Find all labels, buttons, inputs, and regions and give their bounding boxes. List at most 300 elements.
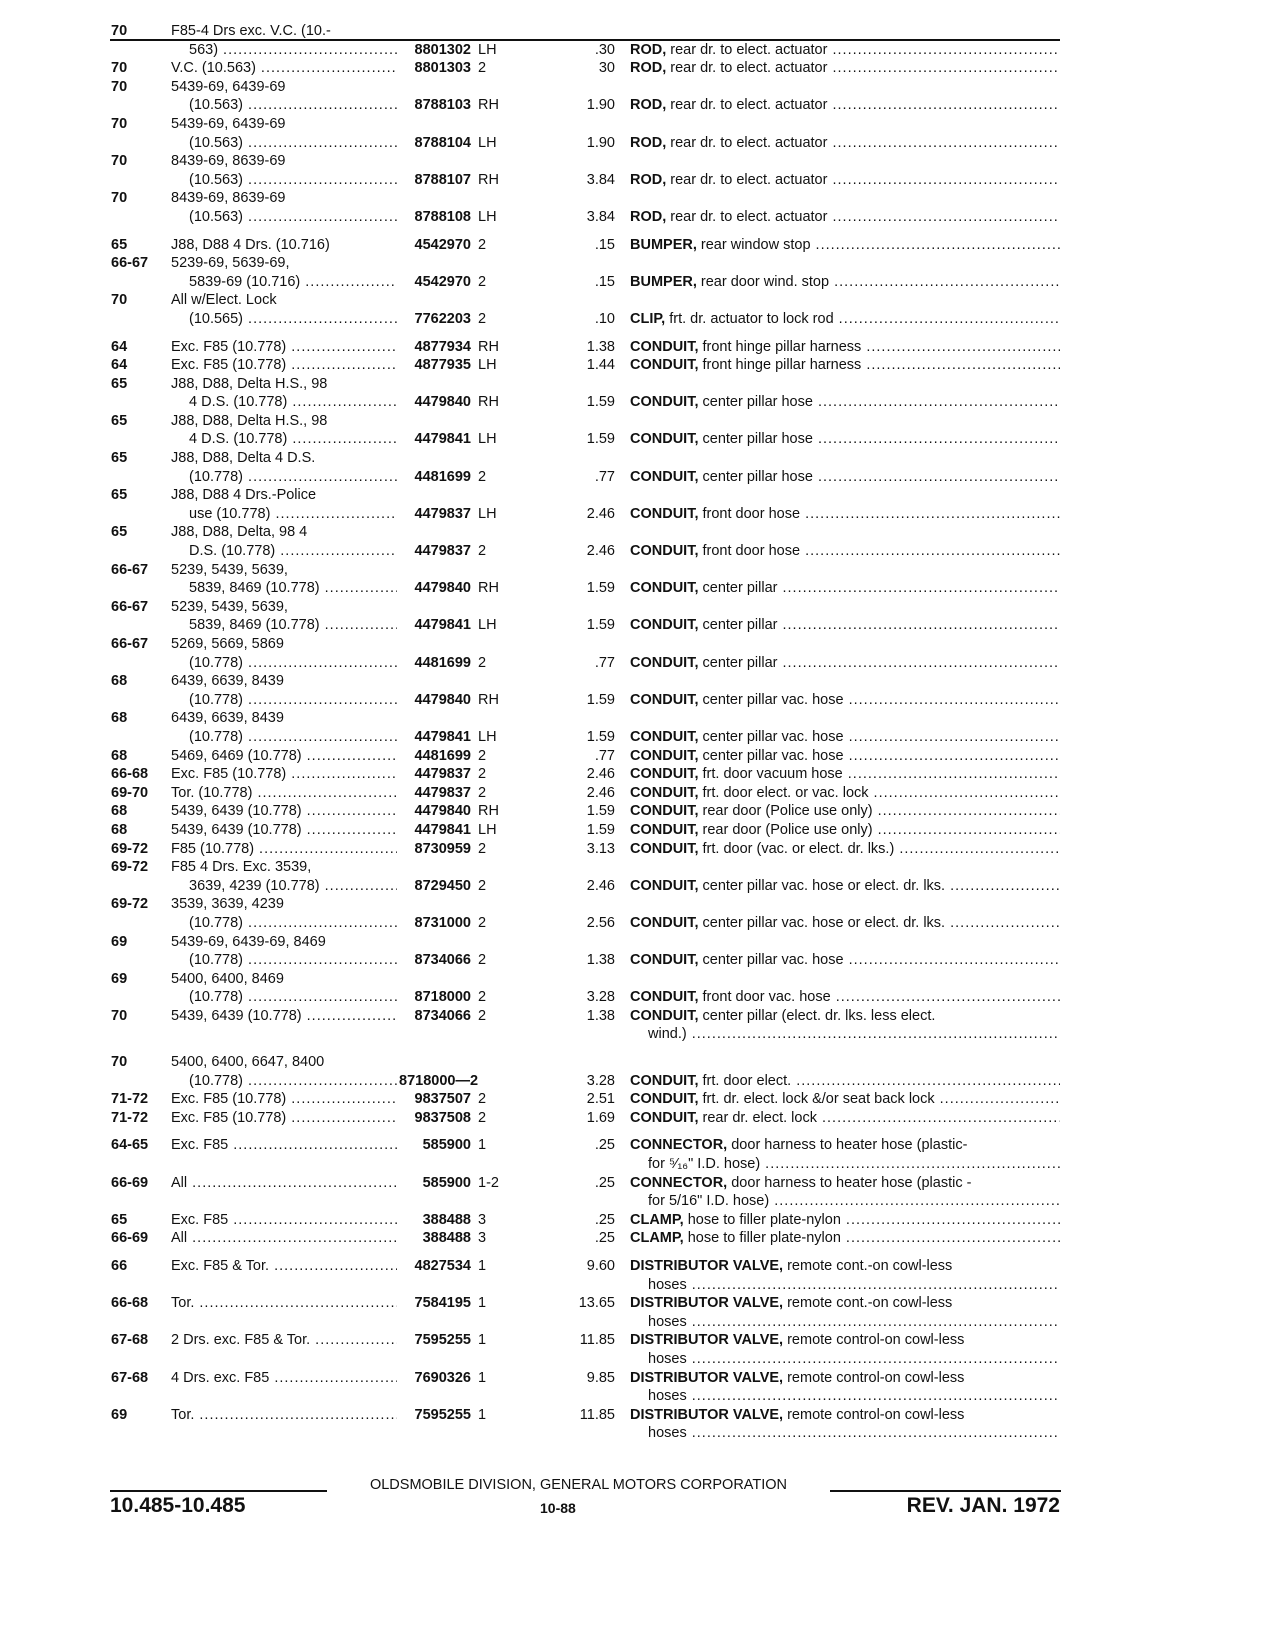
part-number: 9837508: [397, 1109, 471, 1128]
price: 9.60: [586, 1258, 615, 1274]
part-number: 8788103: [397, 96, 471, 115]
part-detail: front door hose: [698, 543, 801, 560]
part-description: [630, 1406, 1060, 1425]
price: .25: [594, 1137, 615, 1154]
part-description: [630, 1211, 1060, 1230]
part-detail: hoses: [648, 1425, 687, 1442]
part-number: 388488: [397, 1229, 471, 1248]
part-detail: center pillar hose: [698, 431, 813, 448]
parts-row: [111, 338, 1063, 357]
models-usage: 563) .....: [189, 41, 466, 60]
price: .15: [594, 236, 615, 253]
models-usage: 5839, 8469 (10.778) .....: [189, 579, 466, 598]
parts-row: [111, 523, 1063, 542]
part-name: ROD,: [630, 134, 667, 151]
models-usage: Exc. F85 .....: [171, 1211, 466, 1230]
quantity-side: 2: [478, 914, 487, 931]
parts-row: [111, 709, 1063, 728]
parts-row: [111, 22, 1063, 41]
quantity-side: 2: [478, 747, 487, 764]
model-year: 65: [111, 375, 128, 392]
model-year: 70: [111, 1007, 128, 1024]
price: .77: [594, 747, 615, 764]
footer-rule-left: [110, 1490, 327, 1492]
models-usage: 5239-69, 5639-69,: [171, 255, 290, 272]
quantity-side: LH: [478, 357, 497, 374]
part-detail: center pillar vac. hose: [698, 728, 844, 745]
part-name: CONDUIT,: [630, 338, 699, 355]
model-year: 65: [111, 524, 128, 541]
part-detail: rear dr. to elect. actuator: [666, 60, 828, 77]
parts-row: [111, 310, 1063, 329]
part-detail: rear door (Police use only): [698, 803, 873, 820]
parts-row: [111, 1276, 1063, 1295]
part-detail: rear door wind. stop: [696, 273, 830, 290]
part-name: CONNECTOR,: [630, 1137, 728, 1154]
price: 1.59: [586, 394, 615, 411]
quantity-side: RH: [478, 338, 499, 355]
model-year: 64: [111, 338, 128, 355]
model-year: 70: [111, 153, 128, 170]
model-year: 66-67: [111, 636, 149, 652]
part-name: CONDUIT,: [630, 543, 699, 560]
part-detail: frt. door vacuum hose: [698, 766, 843, 783]
part-description: [630, 877, 1060, 896]
model-year: 66-68: [111, 766, 149, 783]
parts-row: [111, 1053, 1063, 1072]
models-usage: 5469, 6469 (10.778) .....: [171, 747, 466, 766]
price: 30: [598, 60, 615, 77]
part-number: 4542970: [397, 273, 471, 292]
parts-row: [111, 1313, 1063, 1332]
price: 2.46: [586, 505, 615, 522]
part-detail: center pillar hose: [698, 468, 813, 485]
part-number: 4479840: [397, 579, 471, 598]
parts-row: [111, 1025, 1063, 1044]
models-usage: (10.778) .....: [189, 988, 466, 1007]
part-name: CONDUIT,: [630, 691, 699, 708]
quantity-side: 2: [478, 654, 487, 671]
parts-row: [111, 635, 1063, 654]
quantity-side: 1-2: [478, 1174, 499, 1191]
parts-row: [111, 672, 1063, 691]
parts-row: [111, 616, 1063, 635]
part-detail: frt. dr. actuator to lock rod: [665, 310, 834, 327]
models-usage: Exc. F85 & Tor. .....: [171, 1257, 466, 1276]
parts-row: [111, 1174, 1063, 1193]
model-year: 68: [111, 747, 128, 764]
model-year: 66-67: [111, 255, 149, 272]
part-description: [630, 96, 1060, 115]
parts-row: [111, 375, 1063, 394]
part-number: 4479840: [397, 691, 471, 710]
parts-row: [111, 1192, 1063, 1211]
revision-date: REV. JAN. 1972: [906, 1494, 1060, 1517]
models-usage: (10.563) .....: [189, 171, 466, 190]
part-detail: front door vac. hose: [698, 989, 831, 1006]
part-detail: center pillar vac. hose: [698, 952, 844, 969]
models-usage: (10.778) .....: [189, 914, 466, 933]
models-usage: (10.778) .....: [189, 654, 466, 673]
part-number: 8734066: [397, 951, 471, 970]
part-number: 585900: [397, 1174, 471, 1193]
parts-row: [111, 505, 1063, 524]
part-name: CONDUIT,: [630, 989, 699, 1006]
part-description: [630, 430, 1060, 449]
price: 1.59: [586, 691, 615, 708]
quantity-side: LH: [478, 505, 497, 522]
price: 1.90: [586, 134, 615, 151]
model-year: 65: [111, 450, 128, 467]
model-year: 70: [111, 190, 128, 207]
price: 3.84: [586, 171, 615, 188]
part-detail: frt. door elect.: [698, 1072, 792, 1089]
part-number: 4827534: [397, 1257, 471, 1276]
model-year: 66-69: [111, 1174, 149, 1191]
parts-row: [111, 1229, 1063, 1248]
models-usage: (10.563) .....: [189, 134, 466, 153]
model-year: 66: [111, 1258, 128, 1274]
price: 2.56: [586, 914, 615, 931]
part-detail: remote cont.-on cowl-less: [783, 1295, 953, 1312]
part-name: BUMPER,: [630, 273, 697, 290]
model-year: 66-67: [111, 598, 149, 615]
model-year: 65: [111, 487, 128, 504]
part-name: CONDUIT,: [630, 617, 699, 634]
parts-row: [111, 579, 1063, 598]
price: 1.59: [586, 728, 615, 745]
part-detail: rear dr. to elect. actuator: [666, 208, 828, 225]
part-detail: center pillar vac. hose: [698, 691, 844, 708]
parts-row: [111, 59, 1063, 78]
quantity-side: LH: [478, 617, 497, 634]
part-detail: for 5/16" I.D. hose): [648, 1193, 770, 1210]
models-usage: 8439-69, 8639-69: [171, 190, 286, 207]
models-usage: 5439-69, 6439-69: [171, 115, 286, 132]
models-usage: 5269, 5669, 5869: [171, 636, 284, 652]
model-year: 66-67: [111, 561, 149, 578]
price: 2.46: [586, 784, 615, 801]
part-detail: frt. door elect. or vac. lock: [698, 784, 869, 801]
part-name: CONDUIT,: [630, 1007, 699, 1024]
price: 1.59: [586, 803, 615, 820]
parts-row: [111, 1211, 1063, 1230]
part-name: CONDUIT,: [630, 840, 699, 857]
part-number: 8734066: [397, 1007, 471, 1026]
parts-row: [111, 356, 1063, 375]
models-usage: (10.778) .....: [189, 691, 466, 710]
price: 3.13: [586, 840, 615, 857]
part-name: CONDUIT,: [630, 654, 699, 671]
parts-row: [111, 1136, 1063, 1155]
models-usage: 3539, 3639, 4239: [171, 896, 284, 913]
models-usage: 5239, 5439, 5639,: [171, 561, 288, 578]
part-name: CONDUIT,: [630, 803, 699, 820]
parts-row: [111, 858, 1063, 877]
parts-row: [111, 821, 1063, 840]
part-description: [630, 616, 1060, 635]
quantity-side: 2: [478, 1007, 487, 1024]
parts-row: [111, 654, 1063, 673]
part-description: [630, 1294, 1060, 1313]
model-year: 71-72: [111, 1109, 149, 1126]
part-number: 7595255: [397, 1406, 471, 1425]
part-detail: center pillar vac. hose or elect. dr. lks.: [698, 914, 946, 931]
model-year: 67-68: [111, 1332, 149, 1349]
part-name: CONDUIT,: [630, 952, 699, 969]
price: 1.59: [586, 431, 615, 448]
models-usage: 6439, 6639, 8439: [171, 710, 284, 727]
models-usage: 5439, 6439 (10.778) .....: [171, 802, 466, 821]
models-usage: 5839, 8469 (10.778) .....: [189, 616, 466, 635]
quantity-side: 1: [478, 1369, 487, 1386]
part-description: [630, 1229, 1060, 1248]
models-usage: (10.565) .....: [189, 310, 466, 329]
models-usage: 8439-69, 8639-69: [171, 153, 286, 170]
footer-rule-right: [830, 1490, 1061, 1492]
price: 1.59: [586, 580, 615, 597]
quantity-side: 2: [478, 273, 487, 290]
part-name: ROD,: [630, 171, 667, 188]
parts-row: [111, 1155, 1063, 1174]
model-year: 70: [111, 78, 128, 95]
quantity-side: RH: [478, 691, 499, 708]
parts-row: [111, 1331, 1063, 1350]
part-description: [630, 765, 1060, 784]
price: 2.46: [586, 543, 615, 560]
price: .25: [594, 1174, 615, 1191]
part-name: ROD,: [630, 41, 667, 58]
group-number: 10.485-10.485: [110, 1494, 246, 1517]
price: 3.28: [586, 1072, 615, 1089]
models-usage: Exc. F85 (10.778) .....: [171, 1109, 466, 1128]
quantity-side: 2: [478, 989, 487, 1006]
part-detail: hose to filler plate-nylon: [683, 1230, 841, 1247]
parts-row: [111, 1294, 1063, 1313]
quantity-side: 2: [478, 877, 487, 894]
part-number: 8718000: [397, 988, 471, 1007]
parts-row: [111, 802, 1063, 821]
models-usage: 4 D.S. (10.778) .....: [189, 393, 466, 412]
models-usage: J88, D88, Delta H.S., 98: [171, 375, 328, 392]
model-year: 65: [111, 412, 128, 429]
part-number: 388488: [397, 1211, 471, 1230]
models-usage: 5400, 6400, 8469: [171, 970, 284, 987]
quantity-side: LH: [478, 134, 497, 151]
part-name: CLIP,: [630, 310, 666, 327]
quantity-side: 2: [478, 766, 487, 783]
part-detail: door harness to heater hose (plastic -: [727, 1174, 972, 1191]
models-usage: Tor. (10.778) .....: [171, 784, 466, 803]
part-description: [630, 356, 1060, 375]
models-usage: (10.778) .....: [189, 728, 466, 747]
part-number: 7584195: [397, 1294, 471, 1313]
part-description: [630, 1109, 1060, 1128]
part-detail: hoses: [648, 1313, 687, 1330]
part-description: [648, 1313, 1060, 1332]
model-year: 70: [111, 1054, 128, 1071]
quantity-side: 2: [478, 840, 487, 857]
part-number: 8729450: [397, 877, 471, 896]
parts-row: [111, 171, 1063, 190]
part-number: 8801303: [397, 59, 471, 78]
part-name: CONDUIT,: [630, 784, 699, 801]
part-description: [630, 654, 1060, 673]
quantity-side: LH: [478, 821, 497, 838]
part-name: CLAMP,: [630, 1211, 684, 1228]
part-number: 9837507: [397, 1090, 471, 1109]
parts-row: [111, 393, 1063, 412]
part-description: [630, 951, 1060, 970]
part-number: 4479841: [397, 821, 471, 840]
price: 1.90: [586, 97, 615, 114]
part-number: 7595255: [397, 1331, 471, 1350]
parts-row: [111, 152, 1063, 171]
quantity-side: 2: [478, 952, 487, 969]
model-year: 64-65: [111, 1137, 149, 1154]
models-usage: use (10.778) .....: [189, 505, 466, 524]
models-usage: Exc. F85 (10.778) .....: [171, 765, 466, 784]
part-detail: door harness to heater hose (plastic-: [727, 1137, 968, 1154]
part-detail: center pillar vac. hose or elect. dr. lks.: [698, 877, 946, 894]
models-usage: F85-4 Drs exc. V.C. (10.-: [171, 23, 331, 39]
part-detail: center pillar vac. hose: [698, 747, 844, 764]
part-number: 8788108: [397, 208, 471, 227]
models-usage: J88, D88, Delta H.S., 98: [171, 412, 328, 429]
quantity-side: 2: [478, 1091, 487, 1108]
models-usage: 5439, 6439 (10.778) .....: [171, 1007, 466, 1026]
model-year: 70: [111, 292, 128, 309]
parts-row: [111, 1369, 1063, 1388]
part-detail: rear dr. to elect. actuator: [666, 97, 828, 114]
quantity-side: RH: [478, 580, 499, 597]
models-usage: 2 Drs. exc. F85 & Tor. .....: [171, 1331, 466, 1350]
quantity-side: RH: [478, 394, 499, 411]
quantity-side: 2: [478, 468, 487, 485]
price: 11.85: [579, 1332, 615, 1349]
parts-row: [111, 747, 1063, 766]
models-usage: J88, D88 4 Drs. (10.716): [171, 236, 330, 253]
quantity-side: RH: [478, 171, 499, 188]
model-year: 65: [111, 1211, 128, 1228]
parts-row: [111, 970, 1063, 989]
models-usage: F85 4 Drs. Exc. 3539,: [171, 859, 312, 876]
part-description: [630, 468, 1060, 487]
part-description: [630, 747, 1060, 766]
part-description: [630, 691, 1060, 710]
parts-row: [111, 1072, 1063, 1091]
models-usage: 6439, 6639, 8439: [171, 673, 284, 690]
part-detail: wind.): [648, 1026, 687, 1043]
part-detail: center pillar hose: [698, 394, 813, 411]
part-description: [648, 1387, 1060, 1406]
quantity-side: RH: [478, 97, 499, 114]
part-number: 4481699: [397, 654, 471, 673]
quantity-side: 1: [478, 1258, 487, 1274]
parts-row: [111, 430, 1063, 449]
part-description: [648, 1025, 1060, 1044]
part-name: ROD,: [630, 97, 667, 114]
part-detail: front hinge pillar harness: [698, 338, 862, 355]
model-year: 69-72: [111, 896, 149, 913]
price: 9.85: [586, 1369, 615, 1386]
part-number: 4479837: [397, 784, 471, 803]
part-detail: center pillar: [698, 654, 778, 671]
price: .77: [594, 654, 615, 671]
part-description: [630, 41, 1060, 60]
part-description: [630, 505, 1060, 524]
part-detail: for ⁵⁄₁₆" I.D. hose): [648, 1156, 761, 1173]
models-usage: J88, D88, Delta, 98 4: [171, 524, 308, 541]
parts-row: [111, 115, 1063, 134]
quantity-side: LH: [478, 41, 497, 58]
parts-row: [111, 1007, 1063, 1026]
model-year: 69-72: [111, 859, 149, 876]
part-name: ROD,: [630, 60, 667, 77]
price: 1.38: [586, 338, 615, 355]
part-number: 8788104: [397, 134, 471, 153]
part-detail: rear door (Police use only): [698, 821, 873, 838]
parts-row: [111, 273, 1063, 292]
quantity-side: 2: [478, 60, 487, 77]
part-number: 585900: [397, 1136, 471, 1155]
part-detail: hoses: [648, 1276, 687, 1293]
price: 2.51: [586, 1091, 615, 1108]
part-number: 4479841: [397, 430, 471, 449]
quantity-side: 2: [478, 784, 487, 801]
model-year: 68: [111, 710, 128, 727]
parts-row: [111, 691, 1063, 710]
parts-row: [111, 1090, 1063, 1109]
model-year: 71-72: [111, 1091, 149, 1108]
quantity-side: 1: [478, 1406, 487, 1423]
part-description: [630, 802, 1060, 821]
page-number: 10-88: [540, 1500, 576, 1516]
part-description: [630, 236, 1060, 255]
part-description: [648, 1350, 1060, 1369]
price: 1.38: [586, 952, 615, 969]
models-usage: 5439, 6439 (10.778) .....: [171, 821, 466, 840]
footer-corporation: OLDSMOBILE DIVISION, GENERAL MOTORS CORPORATION: [369, 1477, 788, 1493]
quantity-side: LH: [478, 208, 497, 225]
model-year: 66-68: [111, 1295, 149, 1312]
part-description: [630, 393, 1060, 412]
part-name: CONDUIT,: [630, 747, 699, 764]
price: 3.84: [586, 208, 615, 225]
part-detail: hoses: [648, 1388, 687, 1405]
part-description: [648, 1192, 1060, 1211]
part-number: 4479840: [397, 802, 471, 821]
part-name: CONDUIT,: [630, 1072, 699, 1089]
quantity-side: 1: [478, 1295, 487, 1312]
parts-row: [111, 1350, 1063, 1369]
part-number: 4542970: [397, 236, 471, 255]
parts-row: [111, 78, 1063, 97]
part-name: ROD,: [630, 208, 667, 225]
part-number: 8801302: [397, 41, 471, 60]
part-name: DISTRIBUTOR VALVE,: [630, 1406, 784, 1423]
part-name: CONDUIT,: [630, 580, 699, 597]
part-description: [630, 1090, 1060, 1109]
price: 1.59: [586, 821, 615, 838]
quantity-side: 2: [478, 236, 487, 253]
price: 3.28: [586, 989, 615, 1006]
parts-row: [111, 728, 1063, 747]
part-number: 8730959: [397, 840, 471, 859]
price: 11.85: [579, 1406, 615, 1423]
parts-row: [111, 561, 1063, 580]
quantity-side: LH: [478, 728, 497, 745]
